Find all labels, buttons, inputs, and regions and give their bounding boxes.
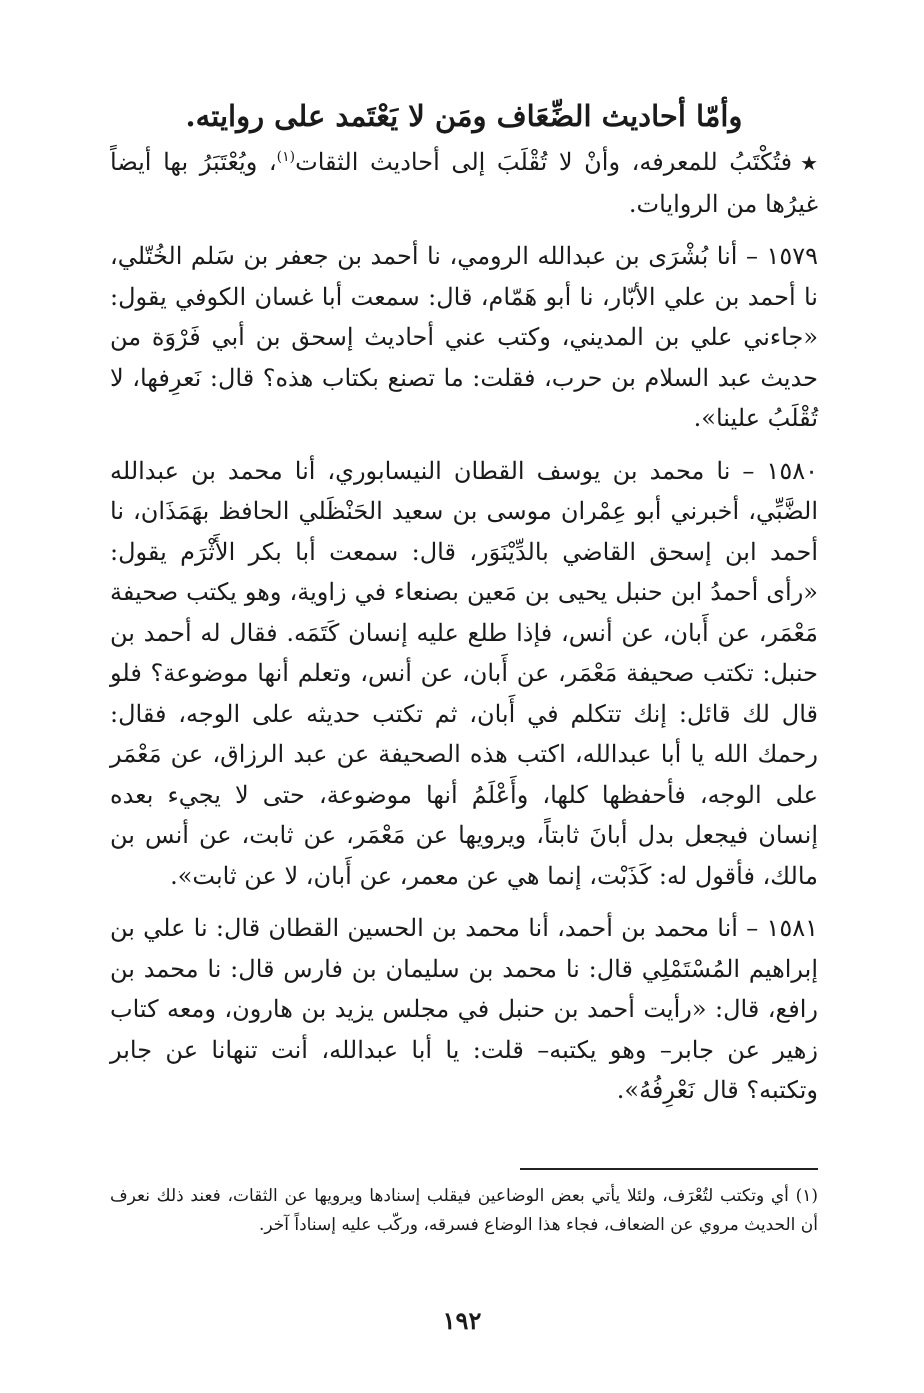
intro-text: فتُكْتَبُ للمعرفه، وأنْ لا تُقْلَبَ إلى أحاديث الثقات [295,148,793,176]
intro-text-after: ، ويُعْتَبَرُ بها أيضاً غيرُها من الروايات. [110,148,818,218]
footnote-text: أي وتكتب لتُعْرَف، ولئلا يأتي بعض الوضاعين فيقلب إسنادها ويرويها عن الثقات، فعند ذلك نعرف أن الحديث مروي عن الضعاف، فجاء هذا الوضاع فسرقه، وركّب عليه إسناداً آخر. [110,1186,818,1235]
report-1581 [110,908,818,1111]
report-number: ١٥٨٠ [766,456,818,485]
report-text: – أنا بُشْرَى بن عبدالله الرومي، نا أحمد بن جعفر بن سَلم الخُتّلي، نا أحمد بن علي الأبّار، نا أبو هَمّام، قال: سمعت أبا غسان الكوفي يقول: «جاءني علي بن المديني، وكتب عني أحاديث إسحق بن أبي فَرْوَة من حديث عبد السلام بن حرب، فقلت: ما تصنع بكتاب هذه؟ قال: نَعرِفها، لا تُقْلَبُ علينا». [110,242,818,432]
section-heading: وأمّا أحاديث الضِّعَاف ومَن لا يَعْتَمد على روايته. [185,99,743,133]
report-number: ١٥٧٩ [766,242,818,270]
footnote-reference: (١) [276,149,296,165]
page-body [110,96,818,1123]
report-number: ١٥٨١ [766,914,818,942]
intro-paragraph [110,142,818,224]
report-text: – نا محمد بن يوسف القطان النيسابوري، أنا محمد بن عبدالله الضَّبِّي، أخبرني أبو عِمْران موسى بن سعيد الحَنْظَلي الحافظ بهَمَذَان، نا أحمد ابن إسحق القاضي بالدِّيْنَوَر، قال: سمعت أبا بكر الأَثْرَم يقول: «رأى أحمدُ ابن حنبل يحيى بن مَعين بصنعاء في زاوية، وهو يكتب صحيفة مَعْمَر، عن أَبان، عن أنس، فإذا طلع عليه إنسان كَتَمَه. فقال له أحمد بن حنبل: تكتب صحيفة مَعْمَر، عن أَبان، عن أنس، وتعلم أنها موضوعة؟ فلو قال لك قائل: إنك تتكلم في أَبان، ثم تكتب حديثه على الوجه، فقال: رحمك الله يا أبا عبدالله، اكتب هذه الصحيفة عن عبد الرزاق، عن مَعْمَر على الوجه، فأحفظها كلها، وأَعْلَمُ أنها موضوعة، حتى لا يجيء بعده إنسان فيجعل بدل أبانَ ثابتاً، ويرويها عن مَعْمَر، عن ثابت، عن أنس بن مالك، فأقول له: كَذَبْت، إنما هي عن معمر، عن أَبان، لا عن ثابت». [110,456,818,890]
star-marker: ★ [800,151,819,175]
report-1579 [110,236,818,439]
page-number: ١٩٢ [442,1306,482,1335]
report-text: – أنا محمد بن أحمد، أنا محمد بن الحسين القطان قال: نا علي بن إبراهيم المُسْتَمْلِي قال: نا محمد بن سليمان بن فارس قال: نا محمد بن رافع، قال: «رأيت أحمد بن حنبل في مجلس يزيد بن هارون، ومعه كتاب زهير عن جابر– وهو يكتبه– قلت: يا أبا عبدالله، أنت تنهانا عن جابر وتكتبه؟ قال نَعْرِفُهُ». [110,914,818,1104]
report-1580 [110,451,818,897]
footnote-marker: (١) [795,1186,819,1206]
footnotes [110,1182,818,1240]
footnote-separator [520,1168,818,1170]
